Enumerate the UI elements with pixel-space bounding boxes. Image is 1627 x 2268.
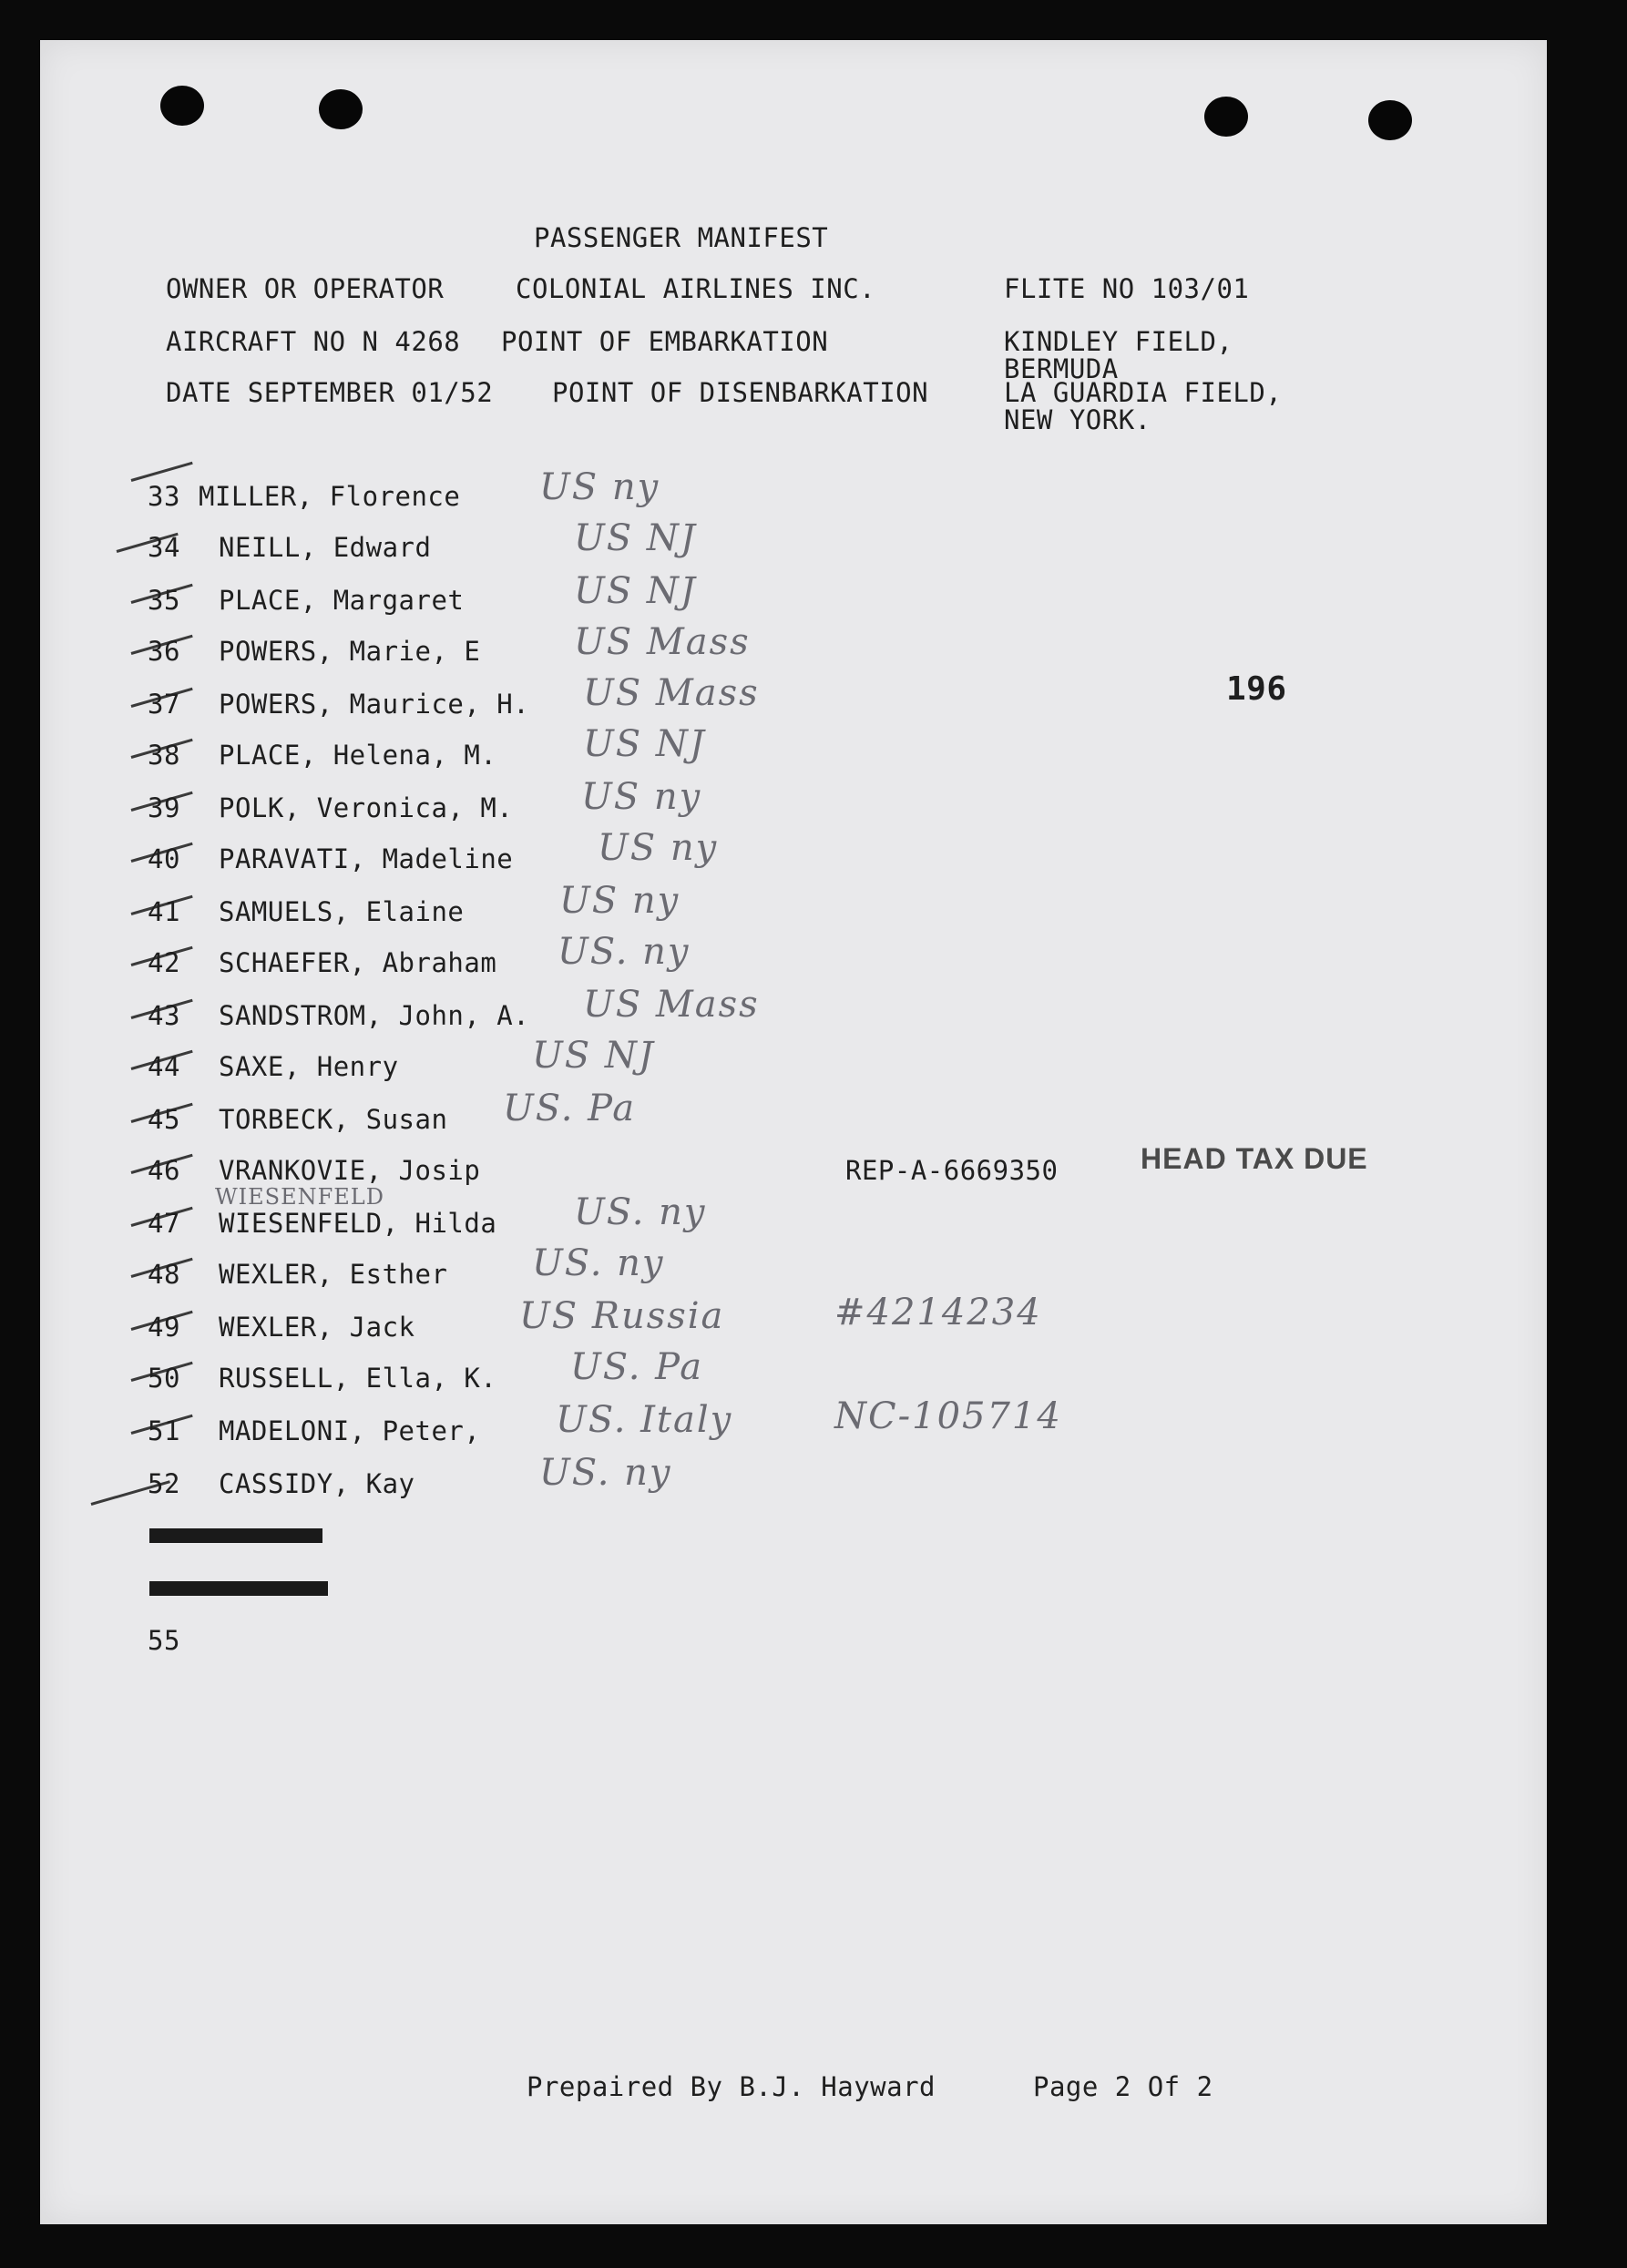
punch-hole-left-1	[160, 86, 204, 126]
handwritten-nationality: US NJ	[583, 723, 706, 765]
embark-value-line1: KINDLEY FIELD,	[1004, 326, 1233, 357]
manifest-title: PASSENGER MANIFEST	[534, 222, 829, 253]
flight-number: FLITE NO 103/01	[1004, 273, 1250, 304]
punch-hole-left-2	[319, 89, 363, 129]
passenger-name: MADELONI, Peter,	[219, 1415, 481, 1446]
redacted-row-54	[149, 1581, 328, 1596]
passenger-number: 55	[148, 1625, 180, 1656]
punch-hole-right-2	[1368, 100, 1412, 140]
handwritten-nationality: US Russia	[519, 1295, 725, 1337]
rep-number: REP-A-6669350	[845, 1155, 1059, 1186]
passenger-name: CASSIDY, Kay	[219, 1468, 415, 1499]
handwritten-nationality: US NJ	[532, 1035, 655, 1077]
passenger-number: 45	[148, 1104, 180, 1135]
embark-label: POINT OF EMBARKATION	[501, 326, 829, 357]
handwritten-nationality: US ny	[581, 776, 702, 818]
punch-hole-right-1	[1204, 97, 1248, 137]
handwritten-nationality: US ny	[598, 827, 719, 869]
passenger-number: 44	[148, 1051, 180, 1082]
manifest-sheet	[40, 40, 1547, 2224]
handwritten-nationality: US ny	[559, 880, 680, 922]
handwritten-nationality: US NJ	[574, 517, 697, 559]
handwritten-alien-number: #4214234	[834, 1292, 1042, 1333]
passenger-number: 34	[148, 532, 180, 563]
passenger-name: RUSSELL, Ella, K.	[219, 1363, 497, 1394]
passenger-name: SCHAEFER, Abraham	[219, 947, 497, 978]
passenger-name: SAMUELS, Elaine	[219, 896, 465, 927]
passenger-name: TORBECK, Susan	[219, 1104, 448, 1135]
passenger-number: 46	[148, 1155, 180, 1186]
disembark-value-line2: NEW YORK.	[1004, 404, 1151, 435]
disembark-value-line1: LA GUARDIA FIELD,	[1004, 377, 1283, 408]
handwritten-nationality: US Mass	[583, 672, 760, 714]
passenger-name: PLACE, Helena, M.	[219, 740, 497, 771]
passenger-name: WIESENFELD, Hilda	[219, 1208, 497, 1239]
page-indicator: Page 2 Of 2	[1033, 2071, 1213, 2102]
prepared-by: Prepaired By B.J. Hayward	[527, 2071, 936, 2102]
passenger-name: POLK, Veronica, M.	[219, 792, 514, 823]
handwritten-nationality: US Mass	[574, 621, 751, 663]
handwritten-nationality: US. ny	[539, 1452, 672, 1494]
handwritten-nationality: US. ny	[558, 931, 691, 973]
passenger-name: PARAVATI, Madeline	[219, 843, 514, 874]
passenger-number: 40	[148, 843, 180, 874]
passenger-number: 43	[148, 1000, 180, 1031]
aircraft-label: AIRCRAFT NO N 4268	[166, 326, 461, 357]
passenger-name: PLACE, Margaret	[219, 585, 465, 616]
passenger-number: 39	[148, 792, 180, 823]
handwritten-nationality: US. Italy	[556, 1399, 733, 1441]
correction-above-47: WIESENFELD	[215, 1184, 384, 1210]
passenger-name: POWERS, Marie, E	[219, 636, 481, 667]
passenger-name: POWERS, Maurice, H.	[219, 689, 530, 720]
handwritten-nationality: US ny	[539, 466, 660, 508]
head-tax-due-stamp: HEAD TAX DUE	[1141, 1142, 1368, 1175]
passenger-name: WEXLER, Jack	[219, 1312, 415, 1343]
handwritten-nationality: US NJ	[574, 570, 697, 612]
passenger-number: 36	[148, 636, 180, 667]
handwritten-nationality: US. Pa	[503, 1088, 637, 1129]
passenger-number: 49	[148, 1312, 180, 1343]
handwritten-nationality: US. Pa	[570, 1346, 704, 1388]
handwritten-nationality: US. ny	[574, 1191, 707, 1233]
passenger-number: 51	[148, 1415, 180, 1446]
passenger-number: 41	[148, 896, 180, 927]
check-mark	[131, 462, 193, 482]
owner-label: OWNER OR OPERATOR	[166, 273, 445, 304]
passenger-name: SANDSTROM, John, A.	[219, 1000, 530, 1031]
owner-value: COLONIAL AIRLINES INC.	[516, 273, 876, 304]
passenger-number: 35	[148, 585, 180, 616]
embark-value-line2: BERMUDA	[1004, 353, 1119, 384]
passenger-number: 33	[148, 481, 180, 512]
redacted-row-53	[149, 1528, 322, 1543]
handwritten-nationality: US. ny	[532, 1242, 665, 1284]
passenger-number: 48	[148, 1259, 180, 1290]
handwritten-naturalization-number: NC-105714	[834, 1395, 1062, 1437]
disembark-label: POINT OF DISENBARKATION	[552, 377, 929, 408]
passenger-name: SAXE, Henry	[219, 1051, 399, 1082]
passenger-name: MILLER, Florence	[199, 481, 461, 512]
handwritten-nationality: US Mass	[583, 984, 760, 1026]
passenger-number: 50	[148, 1363, 180, 1394]
passenger-number: 42	[148, 947, 180, 978]
passenger-number: 52	[148, 1468, 180, 1499]
date-label: DATE SEPTEMBER 01/52	[166, 377, 494, 408]
passenger-name: NEILL, Edward	[219, 532, 432, 563]
passenger-name: WEXLER, Esther	[219, 1259, 448, 1290]
passenger-number: 47	[148, 1208, 180, 1239]
passenger-number: 37	[148, 689, 180, 720]
passenger-number: 38	[148, 740, 180, 771]
passenger-name: VRANKOVIE, Josip	[219, 1155, 481, 1186]
page-number-mark: 196	[1226, 670, 1287, 708]
